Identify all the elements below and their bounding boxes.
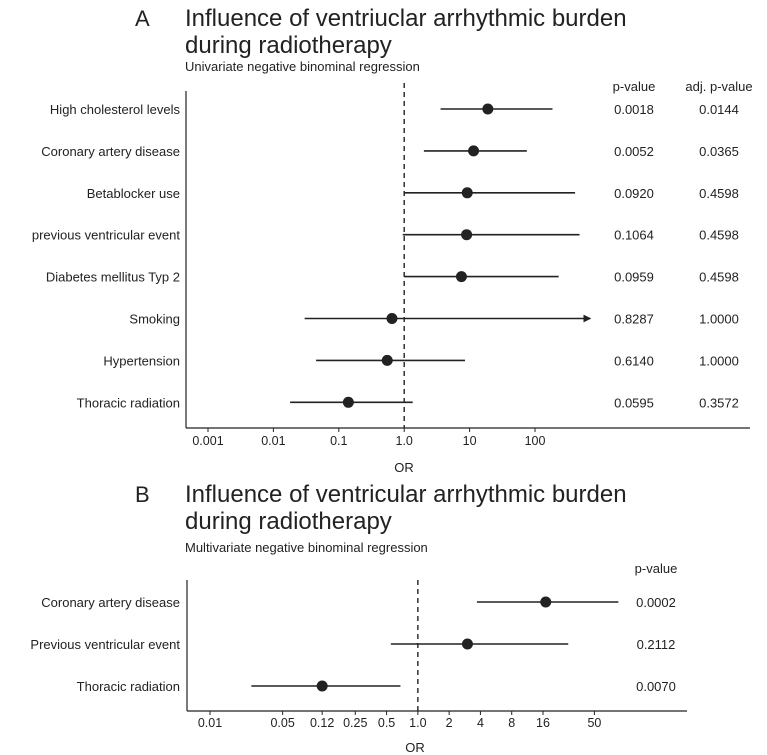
panel-a-row-label: Hypertension [103,353,180,369]
panel-a-adj-p-value: 0.3572 [699,395,739,411]
panel-a-row-label: previous ventricular event [31,227,180,243]
panel-a-row-label: Thoracic radiation [76,395,180,411]
panel-b-tick-label: 0.25 [343,716,368,730]
panel-b-title-line-2: during radiotherapy [185,508,392,535]
panel-a-p-value: 0.0018 [614,102,654,117]
panel-b-tick-label: 8 [508,716,516,730]
panel-a-adj-p-value: 0.0144 [699,102,739,117]
panel-b [30,481,687,755]
panel-a-tick-label: 1.0 [395,434,413,448]
panel-b-p-value: 0.0070 [636,679,676,694]
panel-b-p-value: 0.0002 [636,595,676,610]
panel-a-tick-label: 0.001 [192,434,224,448]
panel-b-row-label: Previous ventricular event [30,637,180,652]
panel-a-row-label: Coronary artery disease [41,143,180,159]
panel-b-tick-label: 1.0 [409,716,427,730]
panel-a-p-value: 0.0595 [614,395,654,411]
panel-a-letter: A [135,6,150,31]
panel-a-or-point [456,271,467,282]
panel-a-p-value: 0.0920 [614,185,654,201]
panel-a-or-point [482,104,493,115]
panel-a-p-value: 0.8287 [614,311,654,327]
panel-a-adj-p-value: 0.4598 [699,269,739,285]
panel-b-or-point [540,597,551,608]
panel-a-pvalue-header: p-value [612,79,656,94]
panel-b-rows [30,595,675,694]
panel-a-p-value: 0.1064 [614,227,654,243]
panel-b-tick-label: 50 [587,716,602,730]
panel-a-x-axis-label: OR [394,460,414,475]
panel-a-title-line-1: Influence of ventriuclar arrhythmic burden [185,5,627,32]
panel-b-tick-label: 0.12 [309,716,335,730]
panel-a-tick-label: 10 [462,434,477,448]
panel-b-tick-label: 0.5 [377,716,396,730]
panel-a-adj-p-value: 1.0000 [699,353,739,369]
panel-b-title-line-1: Influence of ventricular arrhythmic burden [185,481,627,508]
panel-a-or-point [386,313,397,324]
panel-a-p-value: 0.0959 [614,269,654,285]
panel-b-tick-label: 4 [476,716,484,730]
panel-b-tick-label: 0.05 [270,716,295,730]
panel-a-or-point [462,187,473,198]
panel-a-or-point [343,397,354,408]
panel-a-row-label: Betablocker use [86,185,180,201]
panel-a-tick-label: 0.01 [261,434,286,448]
panel-b-or-point [317,681,328,692]
panel-b-tick-label: 0.01 [197,716,223,730]
panel-a-adj-p-value: 0.4598 [699,227,739,243]
panel-a-rows [32,102,739,410]
panel-a-adj-p-value: 0.0365 [699,143,739,159]
panel-b-subtitle: Multivariate negative binominal regression [185,540,428,555]
panel-a-or-point [468,145,479,156]
panel-a-tick-label: 0.1 [330,434,348,448]
panel-a-adj-pvalue-header: adj. p-value [685,79,753,94]
panel-a-row-label: Diabetes mellitus Typ 2 [45,269,180,285]
panel-b-p-value: 0.2112 [636,637,676,652]
panel-b-pvalue-header: p-value [634,561,678,576]
panel-a-row-label: Smoking [129,311,180,327]
panel-b-or-point [462,639,473,650]
panel-b-tick-label: 16 [536,716,550,730]
panel-a-subtitle: Univariate negative binominal regression [185,59,420,74]
panel-b-x-axis-label: OR [405,740,425,755]
panel-b-x-ticks [198,711,602,730]
panel-a-title-line-2: during radiotherapy [185,32,392,59]
panel-a-tick-label: 100 [524,434,546,448]
panel-b-row-label: Thoracic radiation [76,679,180,694]
panel-a-x-ticks [192,428,545,448]
panel-b-letter: B [135,482,150,507]
panel-a [32,5,753,475]
panel-a-or-point [461,229,472,240]
panel-b-tick-label: 2 [445,716,453,730]
panel-a-p-value: 0.6140 [614,353,654,369]
panel-b-row-label: Coronary artery disease [41,595,180,610]
panel-a-row-label: High cholesterol levels [49,102,180,117]
panel-a-adj-p-value: 0.4598 [699,185,739,201]
panel-a-p-value: 0.0052 [614,143,654,159]
panel-a-or-point [382,355,393,366]
panel-a-adj-p-value: 1.0000 [699,311,739,327]
